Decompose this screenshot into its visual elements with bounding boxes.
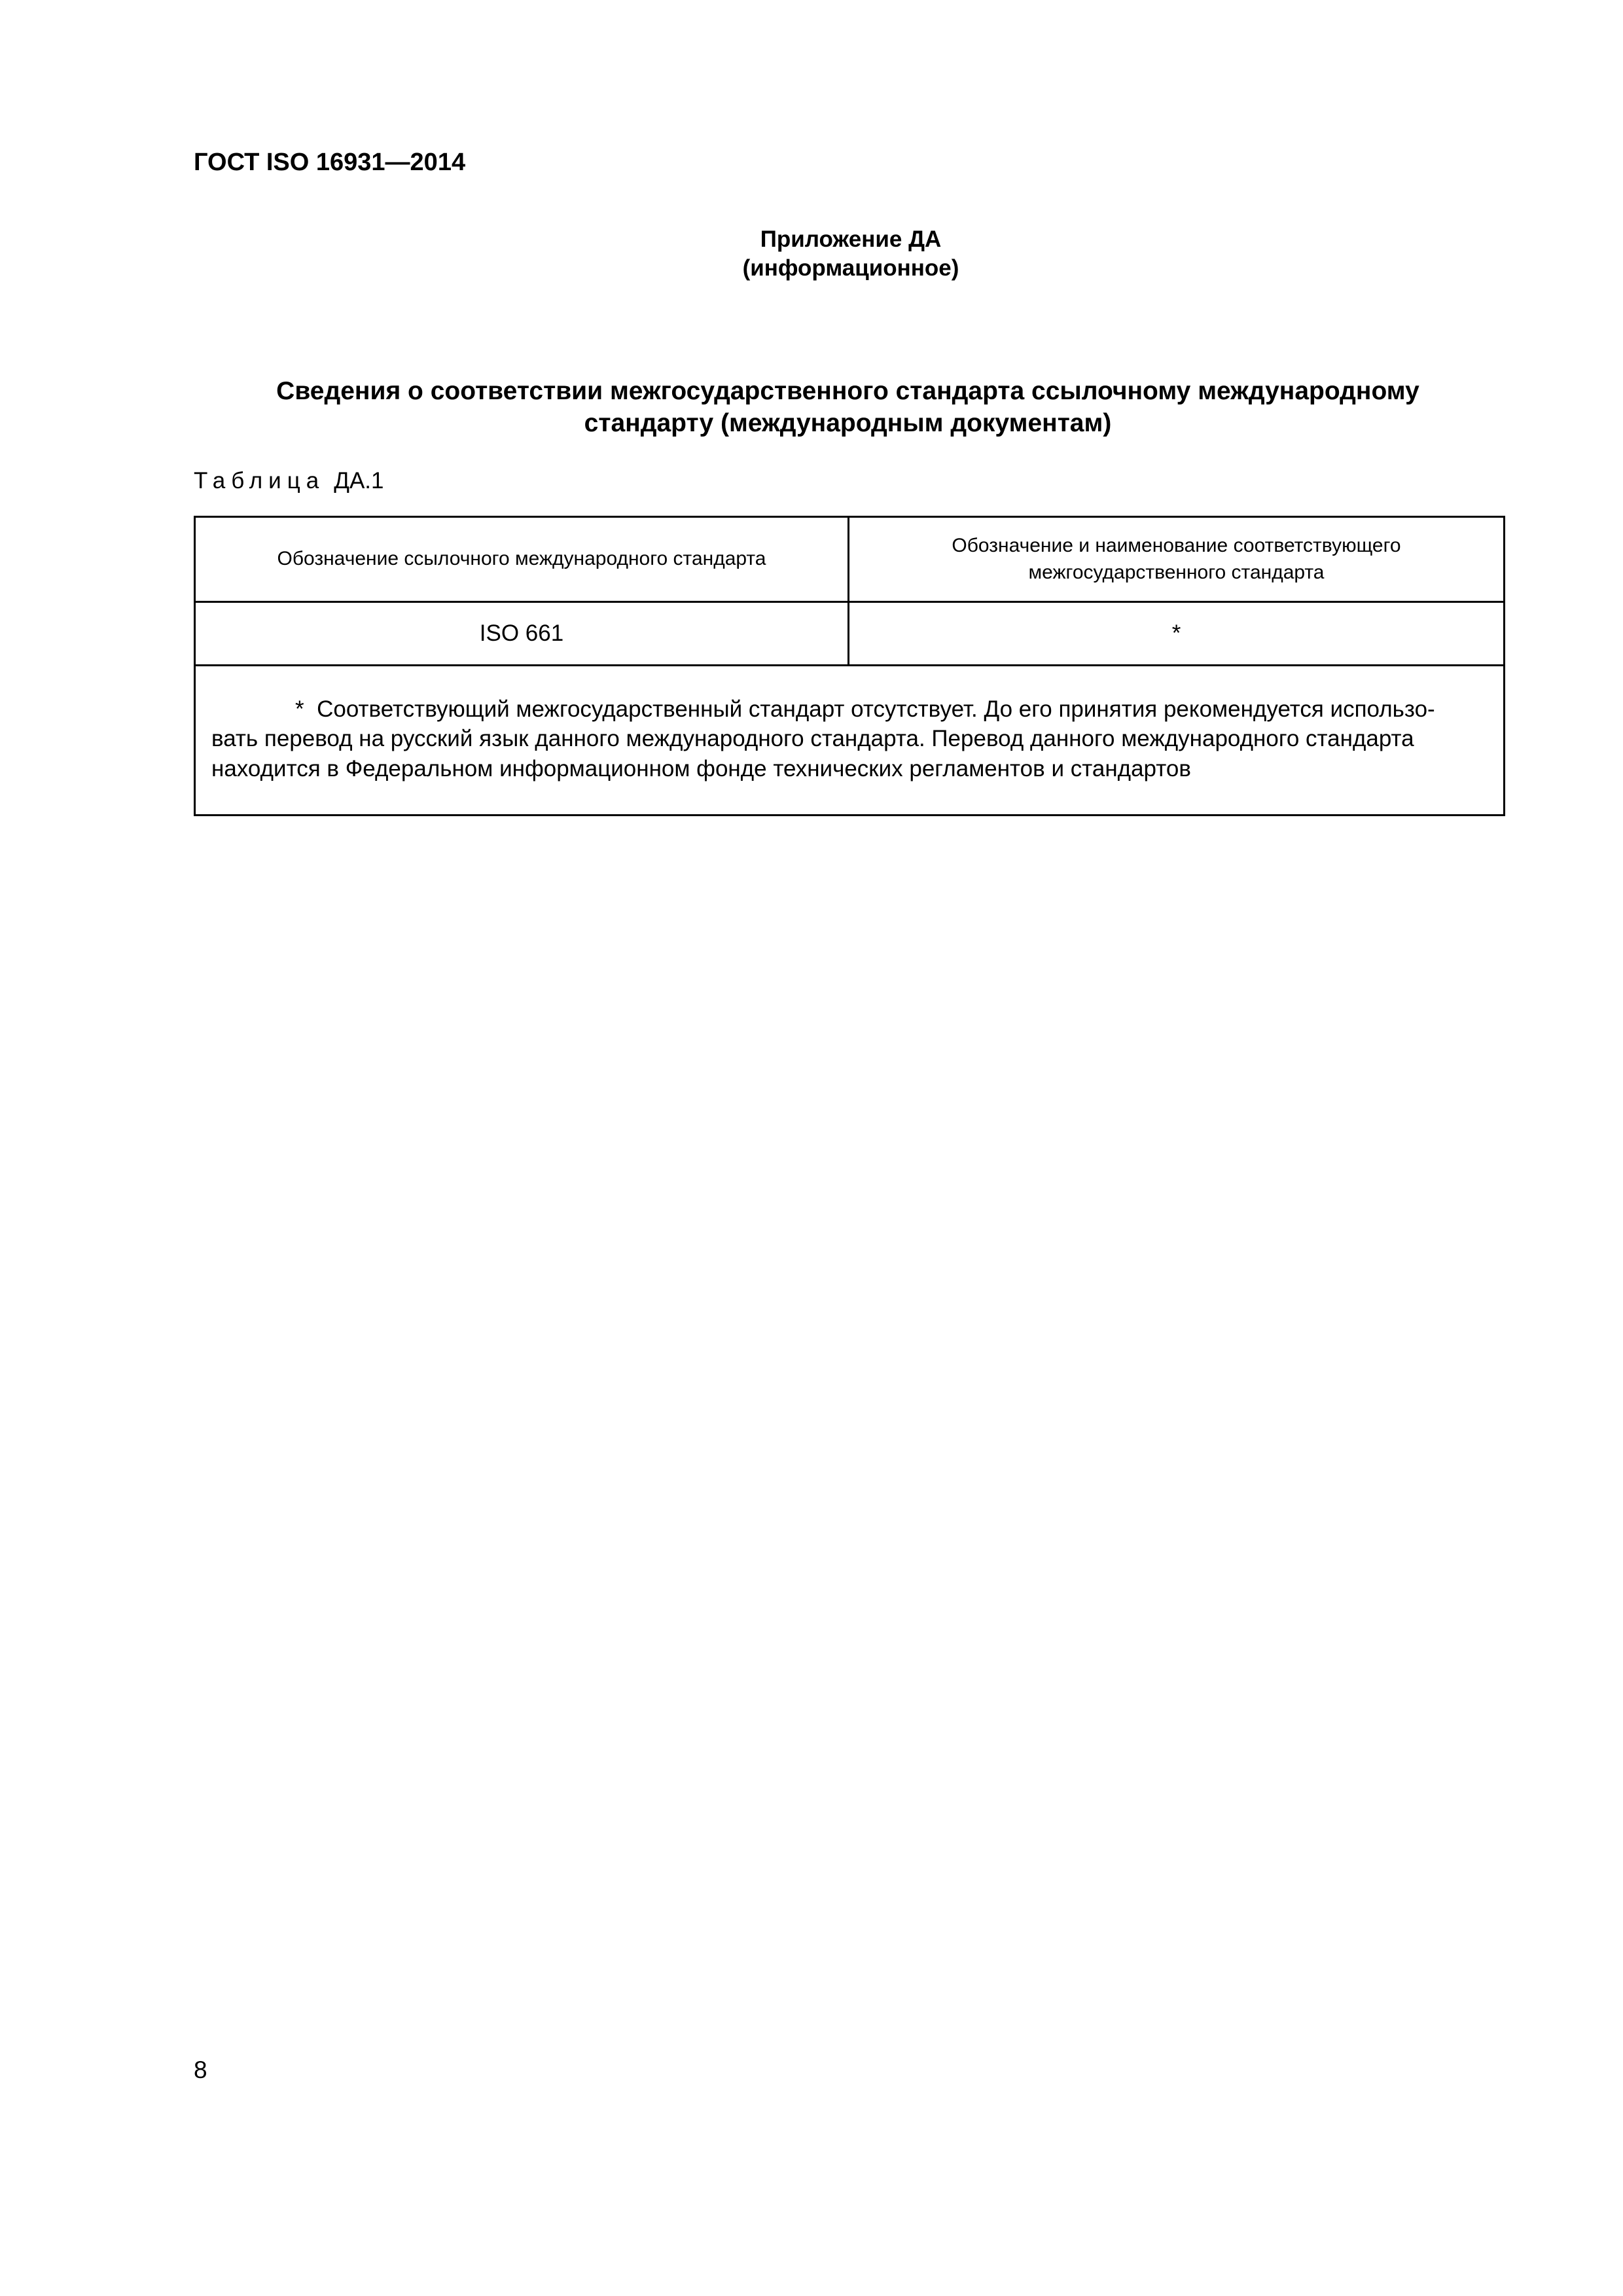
section-title-line1: Сведения о соответствии межгосударственного стандарта ссылочному международному bbox=[276, 377, 1419, 405]
footnote-line1 bbox=[211, 694, 1488, 725]
table-row bbox=[195, 602, 1505, 666]
section-title-line2: стандарту (международным документам) bbox=[584, 408, 1112, 437]
column-header-interstate bbox=[849, 517, 1505, 602]
footnote-marker: * bbox=[295, 696, 304, 722]
document-header-code: ГОСТ ISO 16931—2014 bbox=[194, 149, 466, 176]
section-title bbox=[194, 376, 1502, 440]
footnote-line2: вать перевод на русский язык данного международного стандарта. Перевод данного международного стандарта bbox=[211, 726, 1414, 752]
correspondence-table bbox=[194, 516, 1505, 816]
cell-reference-standard: ISO 661 bbox=[195, 602, 849, 666]
column-header-interstate-line2: межгосударственного стандарта bbox=[1028, 561, 1325, 583]
table-footnote-row bbox=[195, 666, 1505, 816]
annex-subtitle: (информационное) bbox=[742, 255, 959, 281]
table-caption bbox=[194, 467, 383, 495]
column-header-interstate-line1: Обозначение и наименование соответствующего bbox=[952, 535, 1401, 556]
table-footnote bbox=[195, 666, 1505, 816]
annex-title: Приложение ДА bbox=[760, 226, 942, 252]
table-caption-word: Таблица bbox=[194, 468, 325, 493]
column-header-reference: Обозначение ссылочного международного стандарта bbox=[195, 517, 849, 602]
table-caption-number: ДА.1 bbox=[334, 468, 384, 493]
footnote-text-line1: Соответствующий межгосударственный стандарт отсутствует. До его принятия рекомендуется использо- bbox=[317, 696, 1435, 722]
table-header-row bbox=[195, 517, 1505, 602]
annex-heading bbox=[0, 225, 1623, 283]
cell-interstate-standard: * bbox=[849, 602, 1505, 666]
page-number: 8 bbox=[194, 2056, 207, 2083]
footnote-line3: находится в Федеральном информационном фонде технических регламентов и стандартов bbox=[211, 755, 1191, 781]
